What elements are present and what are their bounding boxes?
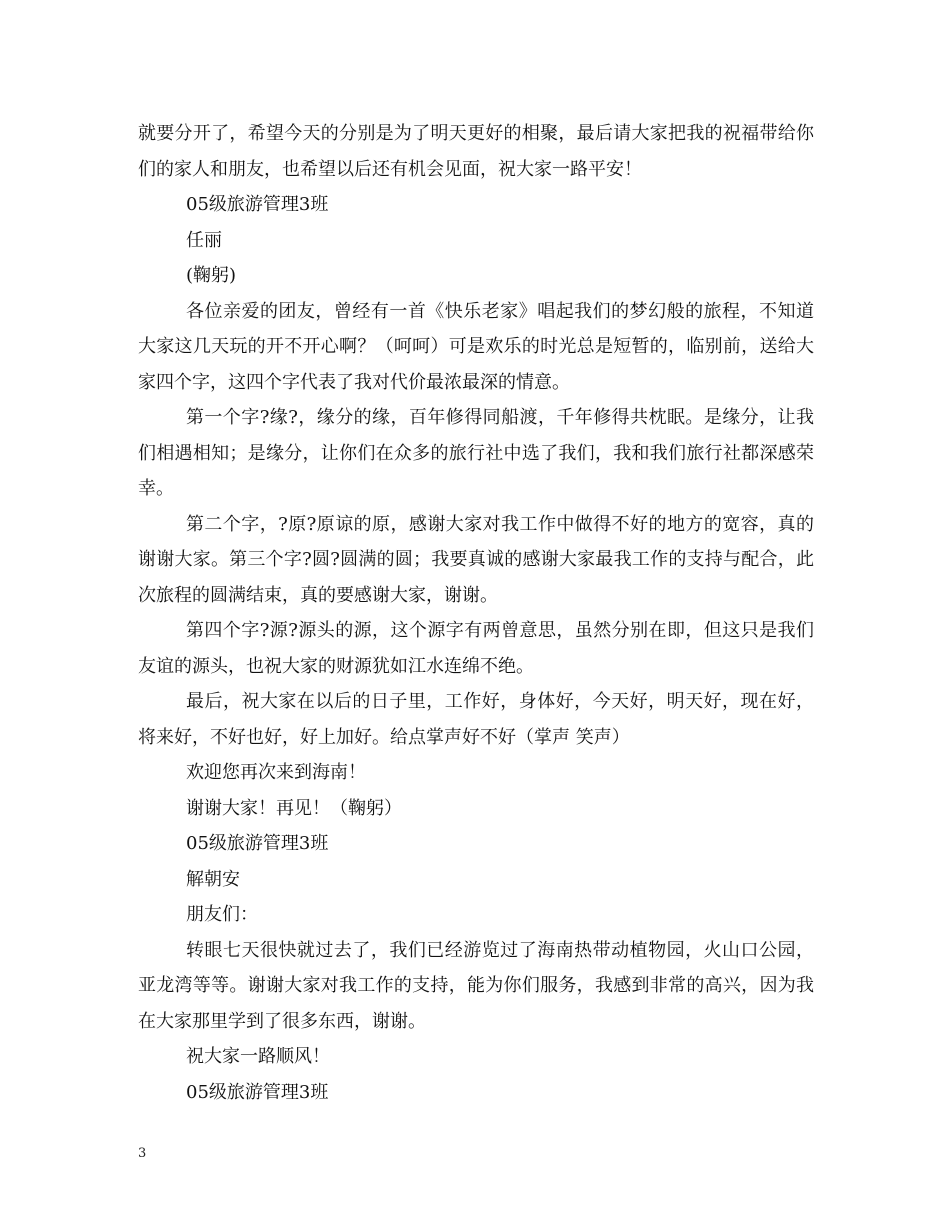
paragraph-class-name: 05级旅游管理3班 (186, 1081, 329, 1103)
paragraph-second-third-word: 第二个字，?原?原谅的原，感谢大家对我工作中做得不好的地方的宽容，真的谢谢大家。第三个字?圆?圆满的圆；我要真诚的感谢大家最我工作的支持与配合，此次旅程的圆满结束，真的要感谢大家，谢谢。 (138, 513, 814, 606)
paragraph-first-word: 第一个字?缘?，缘分的缘，百年修得同船渡，千年修得共枕眠。是缘分，让我们相遇相知；是缘分，让你们在众多的旅行社中选了我们，我和我们旅行社都深感荣幸。 (138, 407, 814, 499)
paragraph-class-name: 05级旅游管理3班 (186, 194, 329, 215)
paragraph-bon-voyage: 祝大家一路顺风！ (186, 1046, 330, 1067)
paragraph-stage-direction: (鞠躬) (186, 265, 237, 286)
paragraph-trip-summary: 转眼七天很快就过去了，我们已经游览过了海南热带动植物园，火山口公园，亚龙湾等等。谢谢大家对我工作的支持，能为你们服务，我感到非常的高兴，因为我在大家那里学到了很多东西，谢谢。 (138, 939, 814, 1032)
page-number: 3 (138, 1146, 147, 1161)
document-body (138, 116, 814, 1110)
paragraph-author-name: 任丽 (186, 229, 222, 251)
paragraph-author-name: 解朝安 (186, 868, 240, 890)
paragraph-farewell-intro: 各位亲爱的团友，曾经有一首《快乐老家》唱起我们的梦幻般的旅程，不知道大家这几天玩的开不开心啊？（呵呵）可是欢乐的时光总是短暂的，临别前，送给大家四个字，这四个字代表了我对代价最浓最深的情意。 (138, 300, 814, 393)
paragraph-thanks-goodbye: 谢谢大家！再见！（鞠躬） (186, 797, 402, 819)
paragraph-final-blessing: 最后，祝大家在以后的日子里，工作好，身体好，今天好，明天好，现在好，将来好，不好也好，好上加好。给点掌声好不好（掌声 笑声） (138, 691, 814, 748)
paragraph-welcome-back: 欢迎您再次来到海南！ (186, 762, 366, 783)
paragraph-fourth-word: 第四个字?源?源头的源，这个源字有两曾意思，虽然分别在即，但这只是我们友谊的源头，也祝大家的财源犹如江水连绵不绝。 (138, 620, 814, 677)
paragraph-closing-wishes: 就要分开了，希望今天的分别是为了明天更好的相聚，最后请大家把我的祝福带给你们的家人和朋友，也希望以后还有机会见面，祝大家一路平安！ (138, 123, 814, 180)
paragraph-greeting: 朋友们： (186, 904, 258, 925)
paragraph-class-name: 05级旅游管理3班 (186, 833, 329, 854)
